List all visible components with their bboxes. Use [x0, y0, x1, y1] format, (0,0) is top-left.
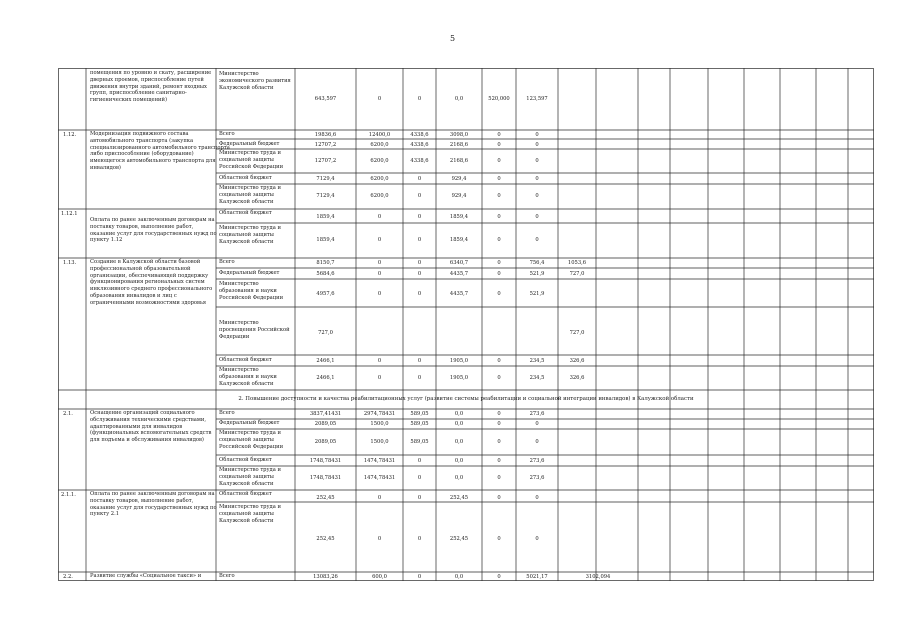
row-1121-value: 0 — [497, 237, 501, 243]
row-113-value: 0 — [497, 271, 501, 277]
row-112-value: 12707,2 — [314, 142, 337, 148]
row-22-value: 5021,17 — [526, 574, 548, 580]
prev-row-value: 0 — [377, 96, 382, 102]
row-21-value: 1748,78431 — [309, 475, 342, 481]
row-112-value: 929,4 — [451, 176, 467, 182]
row-113-value: 0 — [417, 260, 422, 266]
row-211-value: 252,45 — [449, 536, 469, 542]
row-113-value: 8150,7 — [316, 260, 335, 266]
row-22-value: 3102,094 — [585, 574, 611, 580]
row-211-value: 0 — [417, 536, 422, 542]
row-211-value: 0 — [497, 495, 501, 501]
row-21-source-total: Всего — [219, 410, 235, 416]
row-211-value: 0 — [417, 495, 422, 501]
row-112-value: 6200,0 — [370, 158, 389, 164]
row-211-value: 252,45 — [449, 495, 469, 501]
row-113-source-regional: Областной бюджет — [219, 357, 272, 363]
prev-row-value: 520,000 — [488, 96, 510, 102]
row-113-source-total: Всего — [219, 259, 235, 265]
row-22-value: 0,0 — [454, 574, 464, 580]
row-1121-description: Оплата по ранее заключенным договорам на поставку товаров, выполнение работ, оказание услуг для государственных нужд по пункту 1.12 — [90, 217, 217, 244]
row-113-value: 727,0 — [318, 330, 333, 336]
row-112-value: 0 — [535, 193, 539, 199]
row-113-source-ministry-kaluga: Министерство образования и науки Калужской области — [219, 367, 277, 387]
prev-row-source: Министерство экономического развития Калужской области — [219, 71, 291, 91]
row-21-source-ministry-rf: Министерство труда и социальной защиты Российской Федерации — [219, 430, 284, 450]
row-211-source-ministry: Министерство труда и социальной защиты Калужской области — [219, 504, 281, 524]
row-112-value: 0 — [535, 142, 539, 148]
row-1121-value: 1859,4 — [316, 237, 335, 243]
row-21-value: 3837,41431 — [309, 411, 342, 417]
row-112-value: 2168,6 — [449, 142, 469, 148]
row-112-value: 0 — [417, 193, 422, 199]
row-112-value: 0 — [497, 176, 501, 182]
row-112-source-ministry-rf: Министерство труда и социальной защиты Российской Федерации — [219, 150, 284, 170]
row-113-value: 0 — [377, 375, 382, 381]
row-113-value: 0 — [497, 358, 501, 364]
row-112-value: 0 — [497, 158, 501, 164]
row-112-value: 0 — [535, 158, 539, 164]
row-112-value: 0 — [497, 132, 501, 138]
row-1121-source-regional: Областной бюджет — [219, 210, 272, 216]
row-113-value: 727,0 — [569, 330, 585, 336]
row-211-value: 252,45 — [316, 536, 335, 542]
row-number: 2.2. — [63, 574, 73, 580]
prev-row-value: 0,0 — [454, 96, 464, 102]
row-113-value: 326,6 — [569, 358, 585, 364]
row-21-value: 589,05 — [410, 421, 429, 427]
row-21-value: 0,0 — [454, 411, 464, 417]
row-21-value: 0,0 — [454, 421, 464, 427]
row-113-value: 521,9 — [529, 271, 545, 277]
row-21-value: 2974,78431 — [363, 411, 396, 417]
row-number: 1.12.1 — [61, 211, 78, 217]
row-112-value: 0 — [535, 176, 539, 182]
row-112-value: 0 — [497, 142, 501, 148]
row-21-value: 0 — [497, 475, 501, 481]
row-22-value: 0 — [417, 574, 422, 580]
row-21-value: 2089,05 — [314, 421, 337, 427]
row-21-value: 0 — [497, 439, 501, 445]
row-21-value: 273,6 — [529, 411, 545, 417]
row-112-description: Модернизация подвижного состава автомобильного транспорта (закупка специализированного автомобильного транспорта либо приспособление (оборудование) имеющегося автомобильного транспорта для инвалидов) — [90, 131, 230, 171]
row-21-value: 2089,05 — [314, 439, 337, 445]
row-113-value: 0 — [417, 358, 422, 364]
row-number: 2.1. — [63, 411, 73, 417]
row-211-value: 0 — [377, 536, 382, 542]
row-1121-value: 0 — [535, 214, 539, 220]
row-112-value: 4338,6 — [410, 132, 429, 138]
row-22-value: 600,0 — [372, 574, 387, 580]
row-211-source-regional: Областной бюджет — [219, 491, 272, 497]
row-112-value: 0 — [417, 176, 422, 182]
row-21-value: 1500,0 — [370, 439, 389, 445]
budget-table — [58, 68, 874, 581]
row-112-value: 6200,0 — [370, 193, 389, 199]
row-1121-value: 0 — [417, 237, 422, 243]
row-113-value: 0 — [417, 291, 422, 297]
row-113-value: 234,5 — [529, 358, 545, 364]
row-112-source-ministry-kaluga: Министерство труда и социальной защиты Калужской области — [219, 185, 281, 205]
row-21-description: Оснащение организаций социального обслуживания техническими средствами, адаптированными для инвалидов (функциональных вспомогательных средств для подъема и обслуживания инвалидов) — [90, 410, 212, 443]
row-112-value: 12400,0 — [368, 132, 391, 138]
row-1121-value: 1859,4 — [316, 214, 335, 220]
row-21-source-ministry-kaluga: Министерство труда и социальной защиты Калужской области — [219, 467, 281, 487]
row-112-value: 19836,6 — [314, 132, 337, 138]
row-113-value: 4435,7 — [449, 271, 469, 277]
row-21-value: 589,05 — [410, 411, 429, 417]
row-211-value: 0 — [535, 536, 539, 542]
row-21-value: 1474,78431 — [363, 475, 396, 481]
row-1121-value: 1859,4 — [449, 237, 469, 243]
row-113-value: 727,0 — [569, 271, 585, 277]
row-113-value: 0 — [497, 260, 501, 266]
row-112-value: 0 — [497, 193, 501, 199]
row-113-value: 5684,6 — [316, 271, 335, 277]
row-113-value: 756,4 — [529, 260, 545, 266]
row-113-source-federal: Федеральный бюджет — [219, 270, 280, 276]
row-113-value: 6340,7 — [449, 260, 469, 266]
row-211-value: 0 — [377, 495, 382, 501]
row-21-source-regional: Областной бюджет — [219, 457, 272, 463]
row-112-value: 12707,2 — [314, 158, 337, 164]
row-113-value: 0 — [417, 375, 422, 381]
row-21-value: 0 — [497, 421, 501, 427]
row-21-value: 0 — [535, 439, 539, 445]
row-21-value: 0 — [497, 411, 501, 417]
row-1121-value: 0 — [417, 214, 422, 220]
row-number: 1.12. — [63, 132, 77, 138]
row-21-value: 0 — [497, 458, 501, 464]
row-113-value: 2466,1 — [316, 375, 335, 381]
row-21-value: 273,6 — [529, 458, 545, 464]
row-112-source-total: Всего — [219, 131, 235, 137]
row-112-source-federal: Федеральный бюджет — [219, 141, 280, 147]
row-1121-value: 1859,4 — [449, 214, 469, 220]
row-113-value: 2466,1 — [316, 358, 335, 364]
row-113-value: 0 — [377, 260, 382, 266]
row-113-value: 0 — [377, 291, 382, 297]
row-113-value: 234,5 — [529, 375, 545, 381]
row-21-value: 1500,0 — [370, 421, 389, 427]
row-112-value: 0 — [535, 132, 539, 138]
row-1121-value: 0 — [535, 237, 539, 243]
page-number: 5 — [449, 34, 456, 43]
row-113-description: Создание в Калужской области базовой профессиональной образовательной организации, обеспечивающей поддержку функционирования региональных систем инклюзивного среднего профессионального образования инвалидов и лиц с ограниченными возможностями здоровья — [90, 259, 213, 306]
row-211-value: 0 — [535, 495, 539, 501]
row-112-source-regional: Областной бюджет — [219, 175, 272, 181]
row-1121-value: 0 — [497, 214, 501, 220]
row-1121-value: 0 — [377, 237, 382, 243]
row-21-value: 589,05 — [410, 439, 429, 445]
row-113-value: 0 — [497, 375, 501, 381]
row-113-value: 521,9 — [529, 291, 545, 297]
prev-row-value: 123,597 — [526, 96, 548, 102]
row-113-value: 1905,0 — [449, 358, 469, 364]
row-21-value: 0 — [417, 458, 422, 464]
row-112-value: 7129,4 — [316, 176, 335, 182]
row-1121-value: 0 — [377, 214, 382, 220]
row-112-value: 2168,6 — [449, 158, 469, 164]
row-21-value: 0 — [535, 421, 539, 427]
row-21-value: 0,0 — [454, 439, 464, 445]
section-2-title: 2. Повышение доступности и качества реабилитационных услуг (развитие системы реабилитации и социальной интеграции инвалидов) в Калужской области — [238, 396, 694, 402]
row-21-value: 1474,78431 — [363, 458, 396, 464]
row-112-value: 929,4 — [451, 193, 467, 199]
row-112-value: 4338,6 — [410, 158, 429, 164]
row-number: 2.1.1. — [61, 492, 76, 498]
row-113-value: 0 — [377, 358, 382, 364]
row-22-description: Развитие службы «Социальное такси» и — [90, 573, 202, 579]
row-113-value: 1053,6 — [567, 260, 587, 266]
row-113-value: 0 — [497, 291, 501, 297]
row-113-source-ministry-rf: Министерство образования и науки Российской Федерации — [219, 281, 284, 301]
row-112-value: 6200,0 — [370, 142, 389, 148]
row-21-source-federal: Федеральный бюджет — [219, 420, 280, 426]
row-1121-source-ministry: Министерство труда и социальной защиты Калужской области — [219, 225, 281, 245]
row-112-value: 3098,0 — [449, 132, 469, 138]
row-22-value: 0 — [497, 574, 501, 580]
row-113-value: 0 — [417, 271, 422, 277]
row-number: 1.13. — [63, 260, 77, 266]
prev-row-value: 0 — [417, 96, 422, 102]
prev-row-value: 643,597 — [314, 96, 337, 102]
row-21-value: 0,0 — [454, 458, 464, 464]
row-113-value: 0 — [377, 271, 382, 277]
row-21-value: 0,0 — [454, 475, 464, 481]
prev-row-description: помещения по уровню и скату, расширение дверных проемов, приспособление путей движения внутри зданий, ремонт входных групп, приспособление санитарно- гигиенических помещений) — [90, 70, 212, 103]
row-113-value: 4435,7 — [449, 291, 469, 297]
row-113-value: 1905,0 — [449, 375, 469, 381]
row-211-value: 0 — [497, 536, 501, 542]
row-113-value: 4957,6 — [316, 291, 335, 297]
row-113-source-enlightenment: Министерство просвещения Российской Федерации — [219, 320, 290, 340]
row-21-value: 1748,78431 — [309, 458, 342, 464]
row-22-value: 13083,26 — [313, 574, 338, 580]
row-22-source-total: Всего — [219, 573, 235, 579]
row-112-value: 7129,4 — [316, 193, 335, 199]
row-113-value: 326,6 — [569, 375, 585, 381]
row-21-value: 273,6 — [529, 475, 545, 481]
row-211-value: 252,45 — [316, 495, 335, 501]
row-112-value: 6200,0 — [370, 176, 389, 182]
row-211-description: Оплата по ранее заключенным договорам на поставку товаров, выполнение работ, оказание услуг для государственных нужд по пункту 2.1 — [90, 491, 217, 518]
row-21-value: 0 — [417, 475, 422, 481]
row-112-value: 4338,6 — [410, 142, 429, 148]
